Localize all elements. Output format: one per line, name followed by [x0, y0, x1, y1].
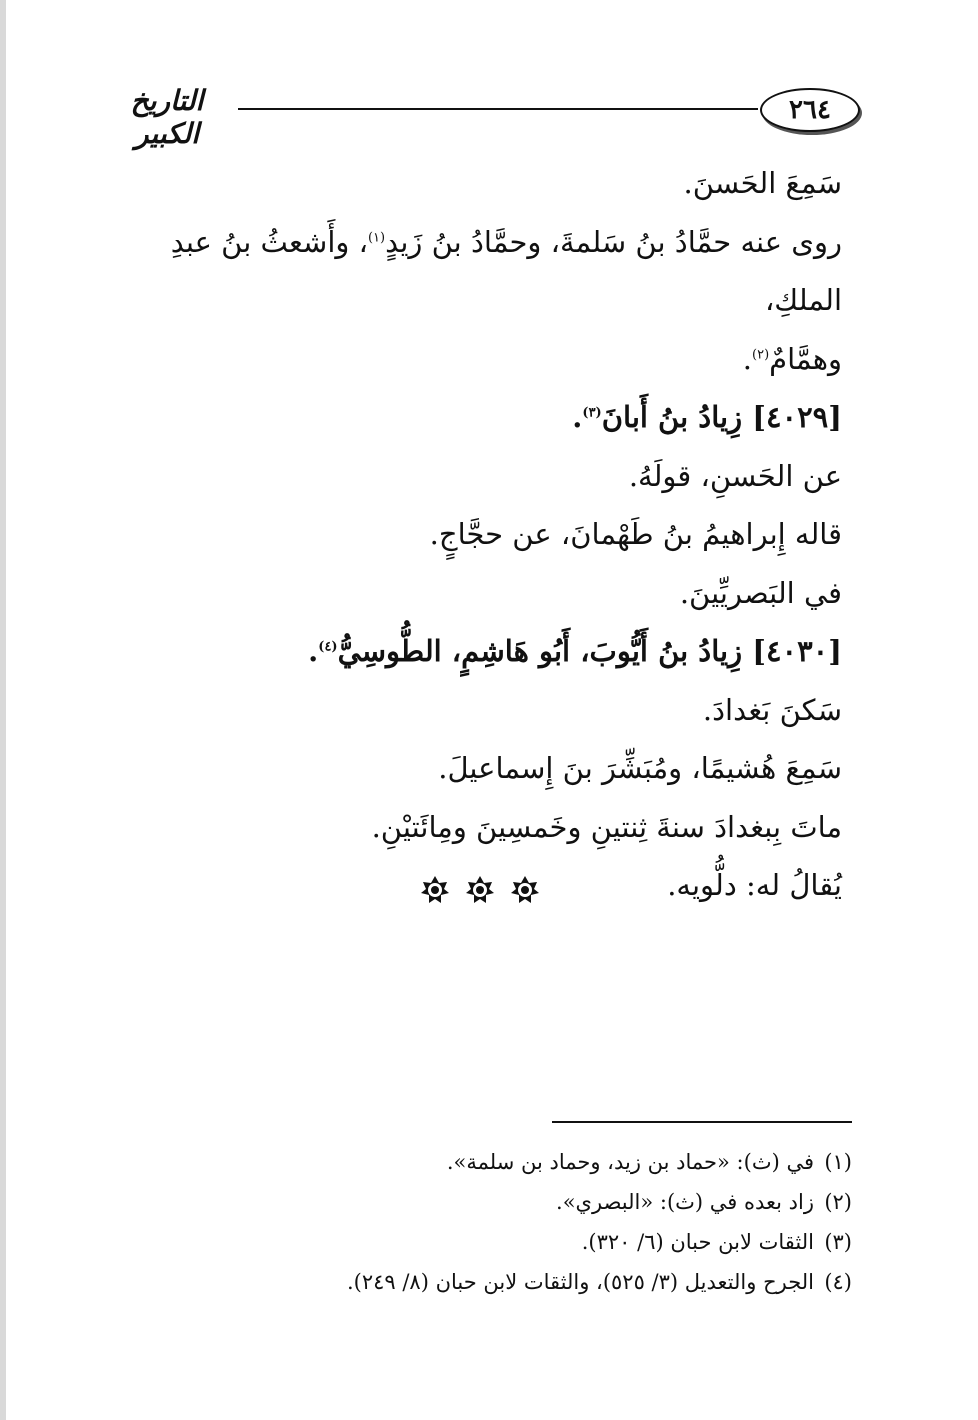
page-header — [100, 84, 860, 150]
footnote-number: (٢) — [824, 1190, 852, 1214]
text-line — [96, 154, 842, 213]
footnote-text: زاد بعده في (ث): «البصري». — [556, 1190, 814, 1214]
line-text: سَمِعَ هُشيمًا، ومُبَشِّرَ بنَ إِسماعيلَ. — [438, 751, 842, 785]
footnote-number: (٤) — [824, 1270, 852, 1294]
book-title: التاريخ الكبير — [130, 84, 204, 150]
footnote — [100, 1182, 852, 1222]
line-text: سَكنَ بَغدادَ. — [702, 692, 842, 727]
footnote-ref: (٢) — [752, 346, 770, 362]
line-text: سَمِعَ الحَسنَ. — [683, 166, 842, 200]
line-text: وهمَّامٌ — [769, 341, 842, 376]
line-tail: . — [572, 400, 583, 434]
entry-heading — [96, 388, 842, 447]
text-line — [96, 739, 842, 798]
line-tail: . — [308, 634, 319, 668]
text-line — [96, 505, 842, 564]
footnote-number: (١) — [824, 1150, 852, 1174]
line-tail: ، وأَشعثُ بنُ عبدِ الملكِ، — [170, 224, 842, 317]
footnote — [100, 1142, 852, 1182]
footnote-number: (٣) — [824, 1230, 852, 1254]
rosette-icon — [510, 875, 540, 905]
rosette-icon — [420, 875, 450, 905]
footnote-text: الثقات لابن حبان (٦/ ٣٢٠). — [581, 1230, 814, 1254]
footnotes — [100, 1142, 852, 1302]
line-text: في البَصريِّينَ. — [679, 575, 842, 610]
line-text: عن الحَسنِ، قولَهُ. — [628, 458, 842, 493]
text-line — [96, 681, 842, 740]
line-text: [٤٠٣٠] زِيادُ بنُ أَيُّوبَ، أَبُو هَاشِمٍ، الطُّوسِيُّ — [337, 634, 842, 668]
text-line — [96, 330, 842, 389]
main-text — [96, 154, 842, 915]
footnote — [100, 1222, 852, 1262]
text-line — [96, 798, 842, 857]
line-text: يُقالُ له: دلُّويه. — [667, 868, 842, 902]
footnote — [100, 1262, 852, 1302]
header-rule — [238, 108, 758, 110]
footnote-text: الجرح والتعديل (٣/ ٥٢٥)، والثقات لابن حبان (٨/ ٢٤٩). — [346, 1270, 814, 1294]
text-line — [96, 564, 842, 623]
footnote-text: في (ث): «حماد بن زيد، وحماد بن سلمة». — [446, 1150, 814, 1174]
footnote-ref: (٣) — [582, 405, 602, 421]
footnote-ref: (٤) — [318, 639, 338, 655]
rosette-icon — [465, 875, 495, 905]
line-text: روى عنه حمَّادُ بنُ سَلمةَ، وحمَّادُ بنُ زَيدٍ — [385, 224, 842, 259]
line-text: ماتَ بِبغدادَ سنةَ ثِنتينِ وخَمسِينَ ومِائَتيْنِ. — [371, 809, 842, 844]
page-edge — [0, 0, 6, 1420]
footnote-separator — [552, 1121, 852, 1123]
section-divider-ornaments — [420, 868, 540, 912]
line-text: قاله إِبراهيمُ بنُ طَهْمانَ، عن حجَّاجٍ. — [429, 517, 842, 551]
text-line — [96, 447, 842, 506]
line-tail: . — [742, 341, 752, 376]
footnote-ref: (١) — [367, 229, 386, 245]
line-text: [٤٠٢٩] زِيادُ بنُ أَبانَ — [601, 400, 842, 434]
text-line — [96, 213, 842, 330]
entry-heading — [96, 622, 842, 681]
page-number: ٢٦٤ — [760, 88, 860, 132]
